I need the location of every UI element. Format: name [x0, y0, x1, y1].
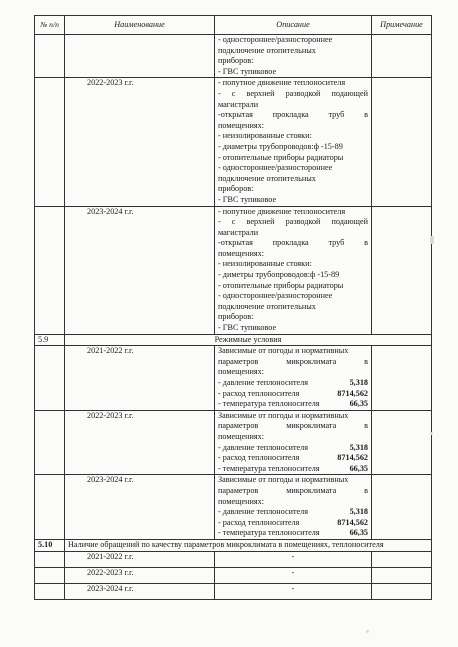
- desc-line: - отопительные приборы радиаторы: [218, 152, 344, 162]
- desc-line: приборов:: [218, 312, 254, 322]
- section-num: 5.9: [35, 334, 65, 346]
- flow-label: - расход теплоносителя: [218, 388, 300, 398]
- desc-line: - диметры трубопроводов:ф -15-89: [218, 270, 340, 280]
- temp-line: [218, 528, 368, 539]
- desc-line: -открытая прокладка труб в: [218, 110, 368, 120]
- scan-mark: [430, 236, 434, 244]
- section-title: Наличие обращений по качеству параметров микроклимата в помещениях, теплоносителя: [65, 539, 432, 551]
- flow-label: - расход теплоносителя: [218, 453, 300, 463]
- period-label: 2023-2024 г.г.: [65, 583, 215, 599]
- flow-label: - расход теплоносителя: [218, 517, 300, 527]
- desc-line: помещениях:: [218, 367, 264, 377]
- pressure-label: - давление теплоносителя: [218, 507, 309, 517]
- flow-line: [218, 453, 368, 464]
- desc-line: помещениях:: [218, 120, 264, 130]
- pressure-line: [218, 378, 368, 389]
- section-row: [35, 334, 432, 346]
- desc-line: - попутное движение теплоносителя: [218, 206, 346, 216]
- pressure-label: - давление теплоносителя: [218, 442, 309, 452]
- header-num: № п/п: [35, 16, 65, 35]
- period-label: 2023-2024 г.г.: [65, 475, 215, 540]
- desc-line: Зависимые от погоды и нормативных: [218, 346, 349, 356]
- header-desc: Описание: [215, 16, 372, 35]
- desc-line: - ГВС тупиковое: [218, 66, 277, 76]
- pressure-value: 5,318: [349, 507, 368, 517]
- specification-table: [34, 15, 432, 600]
- desc-line: подключение отопительных: [218, 45, 316, 55]
- temp-line: [218, 399, 368, 410]
- regime-cell: [215, 346, 372, 411]
- temp-label: - температура теплоносителя: [218, 399, 320, 409]
- desc-line: -открытая прокладка труб в: [218, 238, 368, 248]
- pressure-line: [218, 443, 368, 454]
- section-num: 5.10: [35, 539, 65, 551]
- regime-cell: [215, 475, 372, 540]
- desc-line: помещениях:: [218, 248, 264, 258]
- desc-line: приборов:: [218, 56, 254, 66]
- desc-line: помещениях:: [218, 496, 264, 506]
- period-label: 2022-2023 г.г.: [65, 78, 215, 206]
- header-name: Наименование: [65, 16, 215, 35]
- desc-line: - одностороннее/разностороннее: [218, 291, 333, 301]
- flow-value: 8714,562: [337, 453, 368, 463]
- desc-line: - с верхней разводкой подающей: [218, 88, 368, 98]
- header-note: Примечание: [372, 16, 432, 35]
- table-row: [35, 206, 432, 334]
- table-row: [35, 475, 432, 540]
- desc-cell: [215, 78, 372, 206]
- desc-line: - одностороннее/разностороннее: [218, 163, 333, 173]
- regime-cell: [215, 410, 372, 475]
- table-row: [35, 551, 432, 567]
- section-row: [35, 539, 432, 551]
- desc-line: - ГВС тупиковое: [218, 194, 277, 204]
- table-row: [35, 346, 432, 411]
- desc-cell: [215, 206, 372, 334]
- desc-line: параметров микроклимата в: [218, 356, 368, 366]
- pressure-line: [218, 507, 368, 518]
- period-label: 2021-2022 г.г.: [65, 551, 215, 567]
- desc-line: подключение отопительных: [218, 173, 316, 183]
- table-row: [35, 583, 432, 599]
- desc-line: - неизолированные стояки:: [218, 259, 312, 269]
- desc-line: помещениях:: [218, 431, 264, 441]
- desc-line: магистрали: [218, 227, 259, 237]
- desc-line: Зависимые от погоды и нормативных: [218, 475, 349, 485]
- scan-mark: [430, 432, 433, 435]
- appeal-value: -: [215, 567, 372, 583]
- desc-line: - отопительные приборы радиаторы: [218, 280, 344, 290]
- table-row: [35, 35, 432, 78]
- temp-value: 66,35: [349, 463, 368, 473]
- pressure-value: 5,318: [349, 442, 368, 452]
- flow-line: [218, 389, 368, 400]
- flow-value: 8714,562: [337, 388, 368, 398]
- scan-mark: [366, 630, 369, 633]
- table-row: [35, 410, 432, 475]
- desc-line: магистрали: [218, 99, 259, 109]
- desc-line: подключение отопительных: [218, 301, 316, 311]
- table-row: [35, 567, 432, 583]
- desc-line: параметров микроклимата в: [218, 485, 368, 495]
- temp-line: [218, 464, 368, 475]
- flow-value: 8714,562: [337, 517, 368, 527]
- period-label: 2021-2022 г.г.: [65, 346, 215, 411]
- period-label: 2022-2023 г.г.: [65, 410, 215, 475]
- pressure-label: - давление теплоносителя: [218, 378, 309, 387]
- period-label: 2023-2024 г.г.: [65, 206, 215, 334]
- temp-value: 66,35: [349, 528, 368, 538]
- period-label: 2022-2023 г.г.: [65, 567, 215, 583]
- desc-line: параметров микроклимата в: [218, 421, 368, 431]
- desc-line: - попутное движение теплоносителя: [218, 78, 346, 88]
- desc-line: - неизолированные стояки:: [218, 131, 312, 141]
- desc-cell: [215, 35, 372, 78]
- desc-line: приборов:: [218, 184, 254, 194]
- flow-line: [218, 518, 368, 529]
- table-header-row: [35, 16, 432, 35]
- desc-line: Зависимые от погоды и нормативных: [218, 410, 349, 420]
- section-title: Режимные условия: [65, 334, 432, 346]
- desc-line: - с верхней разводкой подающей: [218, 217, 368, 227]
- desc-line: - диаметры трубопроводов:ф -15-89: [218, 141, 343, 151]
- appeal-value: -: [215, 551, 372, 567]
- pressure-value: 5,318: [349, 378, 368, 387]
- temp-value: 66,35: [349, 399, 368, 409]
- appeal-value: -: [215, 583, 372, 599]
- temp-label: - температура теплоносителя: [218, 528, 320, 538]
- temp-label: - температура теплоносителя: [218, 463, 320, 473]
- table-row: [35, 78, 432, 206]
- desc-line: - ГВС тупиковое: [218, 323, 277, 333]
- desc-line: - одностороннее/разностороннее: [218, 35, 333, 44]
